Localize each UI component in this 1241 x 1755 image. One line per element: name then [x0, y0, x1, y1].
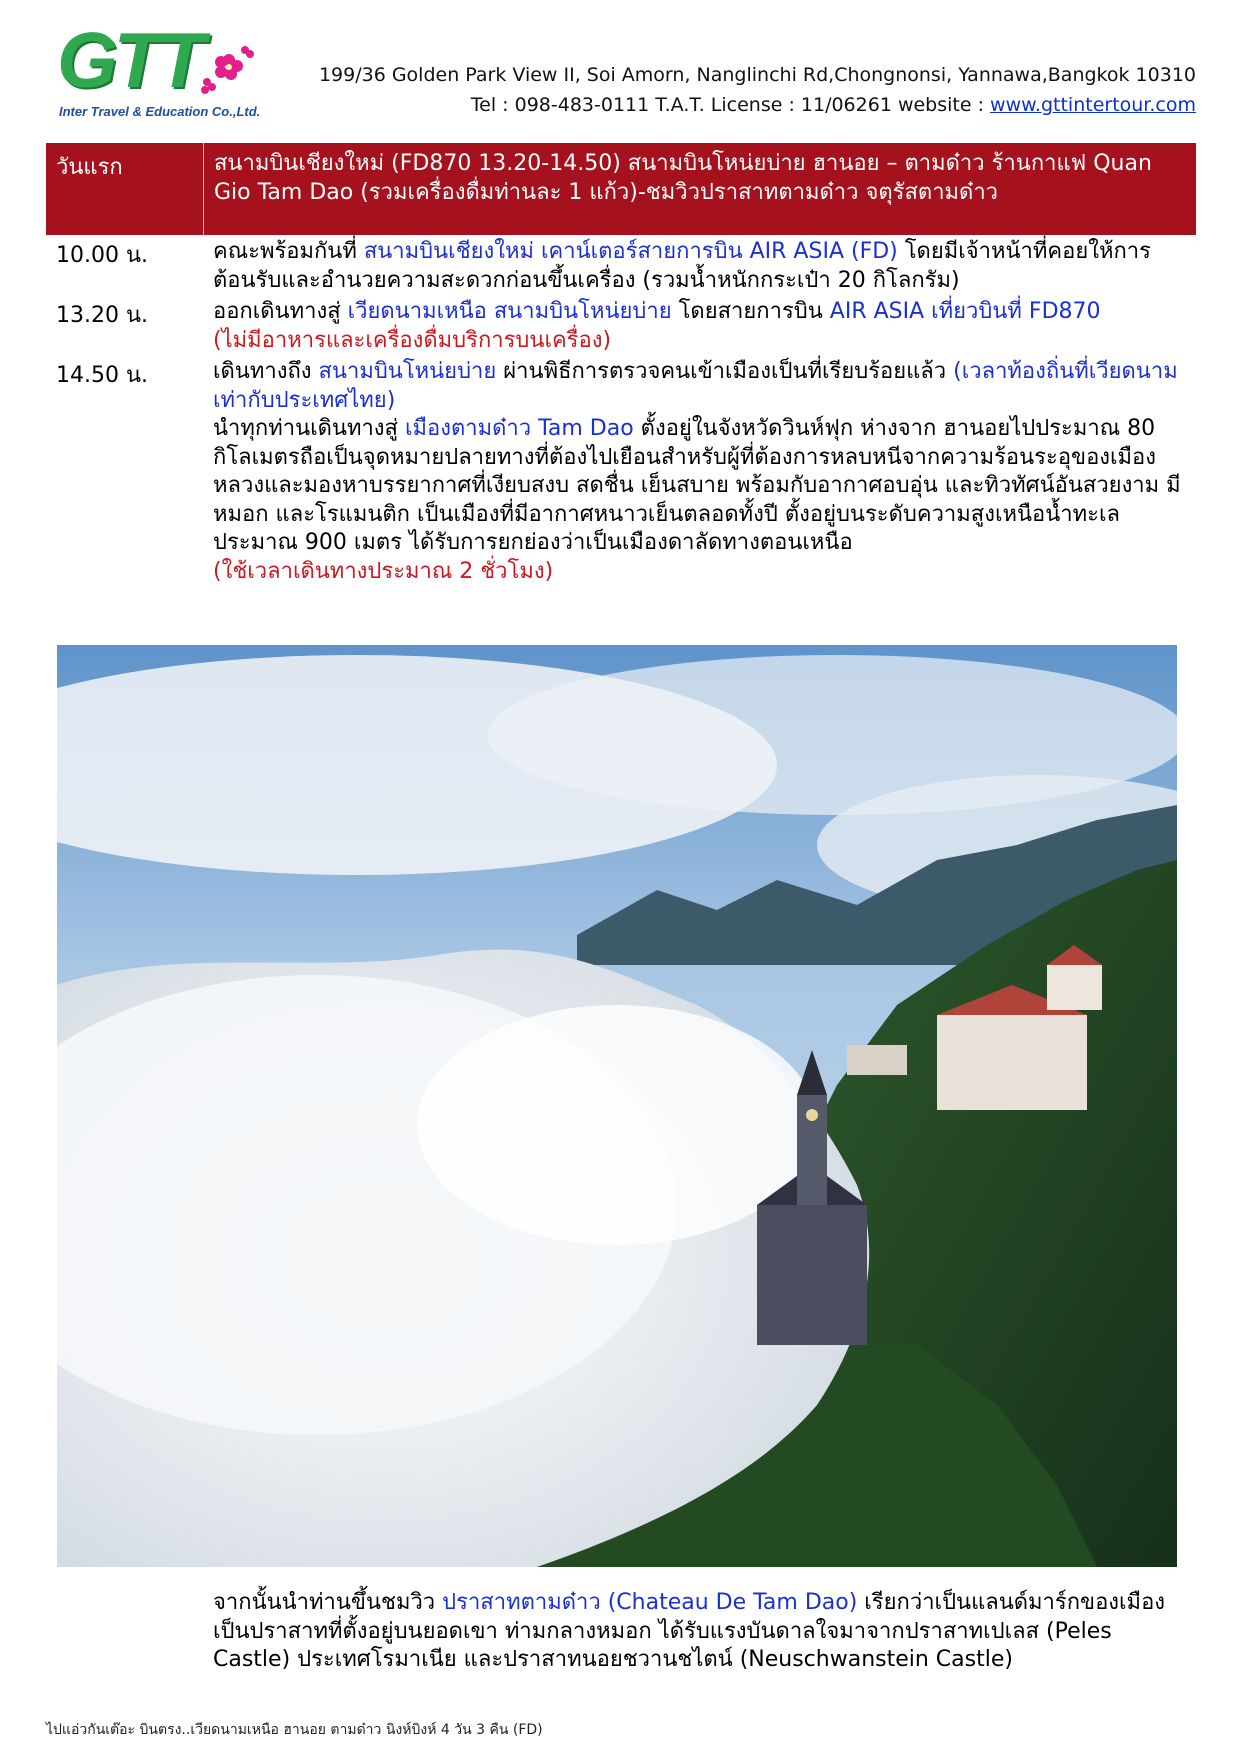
text: ออกเดินทางสู่: [213, 299, 348, 324]
castle-description: [213, 1589, 1183, 1675]
highlight-text: สนามบินเชียงใหม่ เคาน์เตอร์สายการบิน AIR ASIA (FD): [363, 239, 898, 264]
text: นำทุกท่านเดินทางสู่: [213, 416, 405, 441]
landscape-illustration: [57, 645, 1177, 1567]
highlight-text: สนามบินโหน่ยบ่าย: [318, 359, 497, 384]
logo-subtitle: Inter Travel & Education Co.,Ltd.: [59, 104, 261, 119]
schedule-time: 10.00 น.: [56, 243, 149, 268]
schedule-text: [213, 358, 1183, 586]
schedule-time: 13.20 น.: [56, 303, 149, 328]
company-address: [319, 60, 1196, 120]
text: ตั้งอยู่ในจังหวัดวินห์ฟุก ห่างจาก ฮานอยไปประมาณ 80 กิโลเมตรถือเป็นจุดหมายปลายทางที่ต้องไปเยือนสำหรับผู้ที่ต้องการหลบหนีจากความร้อนระอุของเมืองหลวงและมองหาบรรยากาศที่เงียบสงบ สดชื่น เย็นสบาย พร้อมกับอากาศอบอุ่น และทิวทัศน์อันสวยงาม มีหมอก และโรแมนติก เป็นเมืองที่มีอากาศหนาวเย็นตลอดทั้งปี ตั้งอยู่บนระดับความสูงเหนือน้ำทะเลประมาณ 900 เมตร ได้รับการยกย่องว่าเป็นเมืองดาลัดทางตอนเหนือ: [213, 416, 1181, 555]
text: โดยมีเจ้าหน้าที่คอยให้การต้อนรับและอำนวยความสะดวกก่อนขึ้นเครื่อง (รวมน้ำหนักกระเป๋า 20 กิโลกรัม): [213, 239, 1151, 293]
tam-dao-castle-photo: [57, 645, 1177, 1567]
website-link[interactable]: www.gttintertour.com: [990, 94, 1196, 116]
highlight-text: (เวลาท้องถิ่นที่เวียดนาม เท่ากับประเทศไทย): [213, 359, 1178, 413]
highlight-text: เวียดนามเหนือ สนามบินโหน่ยบ่าย: [347, 299, 672, 324]
note-text: (ไม่มีอาหารและเครื่องดื่มบริการบนเครื่อง): [213, 327, 612, 353]
schedule-text: [213, 298, 1183, 355]
company-logo: [57, 16, 261, 128]
schedule-text: [213, 238, 1183, 295]
contact-text: Tel : 098-483-0111 T.A.T. License : 11/06261 website :: [470, 94, 991, 116]
text: เรียกว่าเป็นแลนด์มาร์กของเมือง เป็นปราสาทที่ตั้งอยู่บนยอดเขา ท่ามกลางหมอก ได้รับแรงบันดาลใจมาจากปราสาทเปเลส (Peles Castle) ประเทศโรมาเนีย และปราสาทนอยชวานชไตน์ (Neuschwanstein Castle): [213, 1590, 1166, 1672]
highlight-text: AIR ASIA เที่ยวบินที่ FD870: [829, 299, 1101, 324]
contact-line: [319, 90, 1196, 120]
divider: [203, 143, 204, 235]
address-line: 199/36 Golden Park View II, Soi Amorn, Nanglinchi Rd,Chongnonsi, Yannawa,Bangkok 10310: [318, 64, 1196, 86]
highlight-text: เมืองตามด๋าว Tam Dao: [404, 416, 634, 441]
logo-text: GTT: [57, 16, 201, 104]
note-text: (ใช้เวลาเดินทางประมาณ 2 ชั่วโมง): [213, 558, 554, 584]
day-header: [46, 143, 1196, 235]
flower-icon: [177, 42, 257, 102]
day-title: สนามบินเชียงใหม่ (FD870 13.20-14.50) สนามบินโหน่ยบ่าย ฮานอย – ตามด๋าว ร้านกาแฟ Quan Gio Tam Dao (รวมเครื่องดื่มท่านละ 1 แก้ว)-ชมวิวปราสาทตามด๋าว จตุรัสตามด๋าว: [214, 151, 1152, 205]
text: จากนั้นนำท่านขึ้นชมวิว: [213, 1590, 443, 1615]
text: คณะพร้อมกันที่: [213, 239, 364, 264]
schedule-time: 14.50 น.: [56, 363, 149, 388]
highlight-text: ปราสาทตามด๋าว (Chateau De Tam Dao): [442, 1590, 858, 1615]
day-label: วันแรก: [56, 155, 123, 180]
text: ผ่านพิธีการตรวจคนเข้าเมืองเป็นที่เรียบร้อยแล้ว: [496, 359, 954, 384]
text: เดินทางถึง: [213, 359, 319, 384]
text: โดยสายการบิน: [671, 299, 830, 324]
page-footer: ไปแอ่วกันเต๊อะ บินตรง..เวียดนามเหนือ ฮานอย ตามด๋าว นิงห์บิงห์ 4 วัน 3 คืน (FD): [46, 1722, 543, 1738]
